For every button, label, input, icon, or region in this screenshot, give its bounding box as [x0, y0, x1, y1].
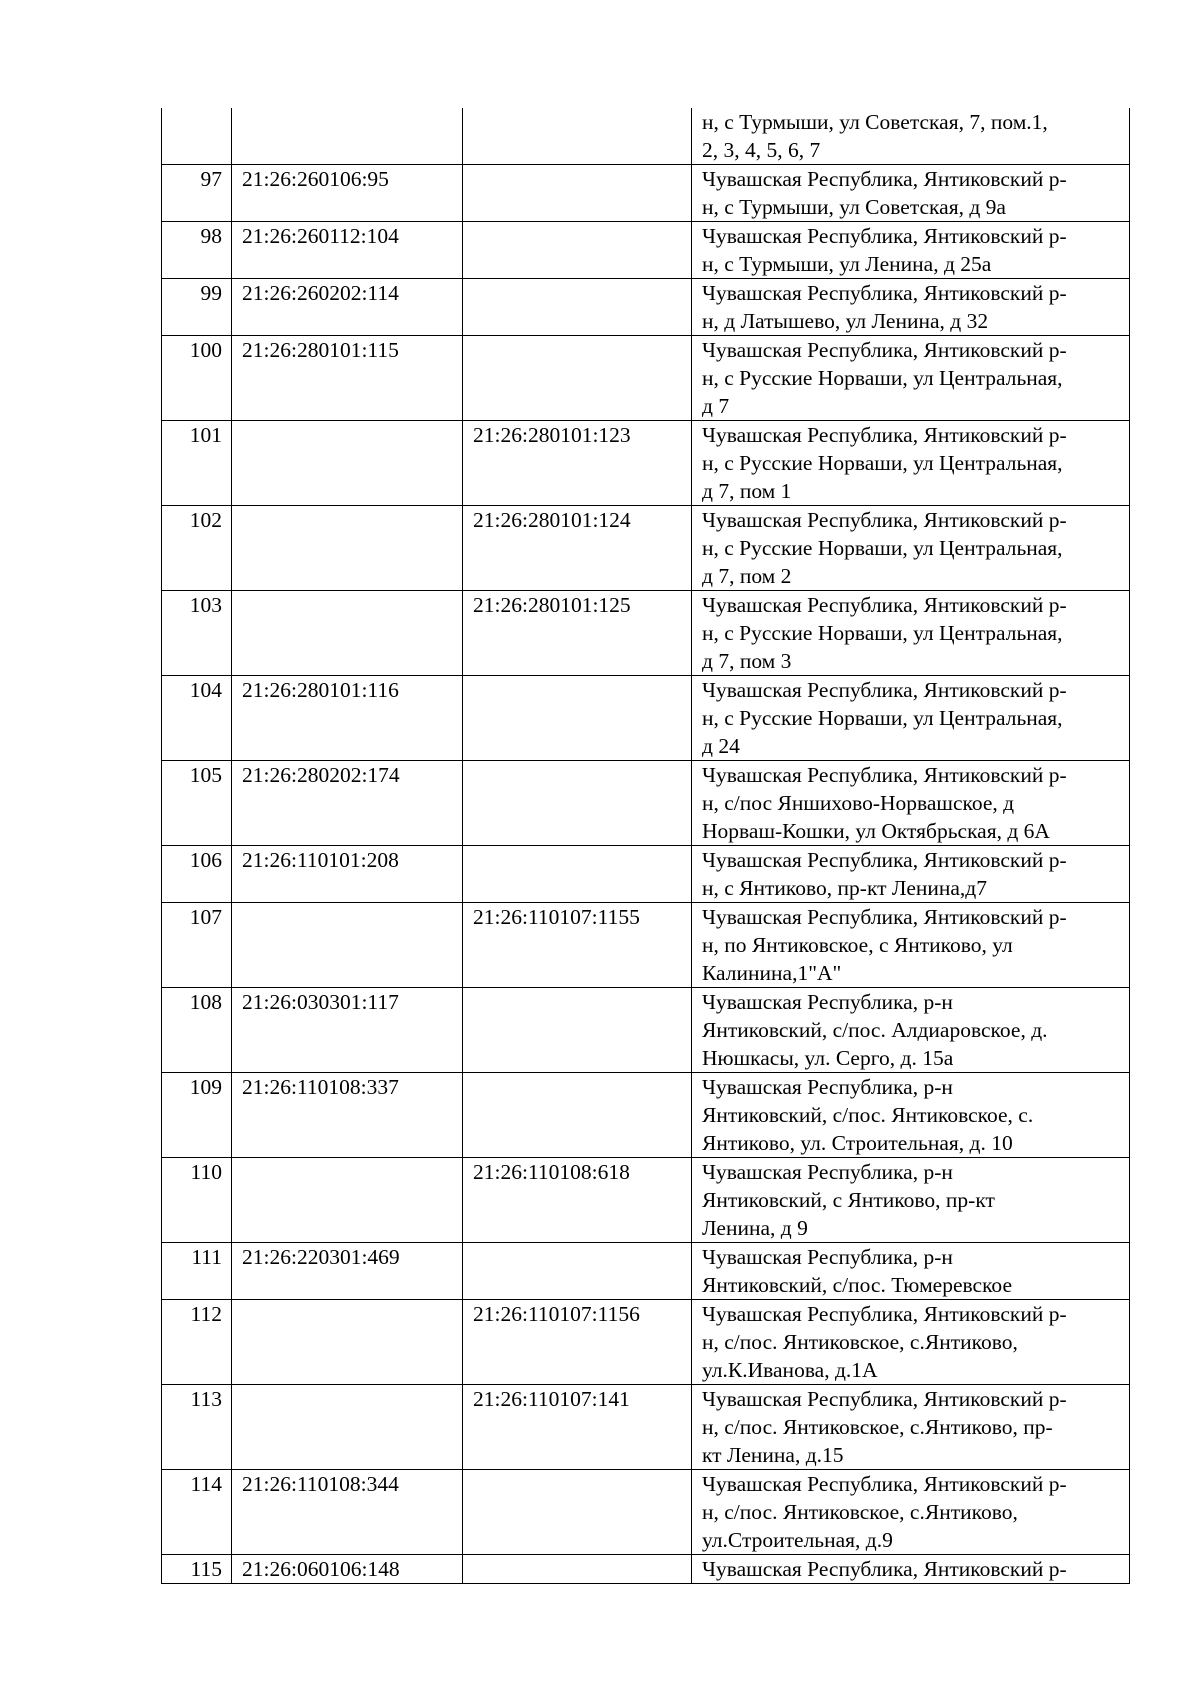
- premises-cadastral-number-cell: [463, 1470, 692, 1555]
- land-cadastral-number-cell: [232, 1158, 463, 1243]
- address-line: н, с Турмыши, ул Советская, д 9а: [702, 195, 1006, 219]
- table-row: [162, 1470, 1130, 1555]
- address-line: кт Ленина, д.15: [702, 1443, 844, 1467]
- premises-cadastral-number-cell: [463, 988, 692, 1073]
- row-number-cell: 98: [162, 222, 232, 279]
- row-number-cell: 104: [162, 676, 232, 761]
- address-cell: [692, 1073, 1130, 1158]
- address-line: Чувашская Республика, Янтиковский р-: [702, 508, 1067, 532]
- address-line: н, с Турмыши, ул Советская, 7, пом.1,: [702, 110, 1048, 134]
- address-line: Чувашская Республика, р-н: [702, 990, 953, 1014]
- address-line: д 7: [702, 394, 730, 418]
- row-number-cell: 103: [162, 591, 232, 676]
- premises-cadastral-number-cell: 21:26:280101:123: [463, 421, 692, 506]
- premises-cadastral-number-cell: [463, 336, 692, 421]
- address-line: Чувашская Республика, Янтиковский р-: [702, 1387, 1067, 1411]
- land-cadastral-number-cell: [232, 1385, 463, 1470]
- address-line: н, с Янтиково, пр-кт Ленина,д7: [702, 876, 987, 900]
- table-row: [162, 336, 1130, 421]
- land-cadastral-number-cell: 21:26:220301:469: [232, 1243, 463, 1300]
- table-row: [162, 1158, 1130, 1243]
- address-line: Янтиковский, с Янтиково, пр-кт: [702, 1188, 995, 1212]
- address-cell: [692, 1158, 1130, 1243]
- address-line: Янтиково, ул. Строительная, д. 10: [702, 1131, 1013, 1155]
- address-line: Чувашская Республика, Янтиковский р-: [702, 905, 1067, 929]
- table-row: [162, 1243, 1130, 1300]
- table-row: [162, 421, 1130, 506]
- address-line: Чувашская Республика, Янтиковский р-: [702, 1472, 1067, 1496]
- address-line: Чувашская Республика, Янтиковский р-: [702, 1557, 1067, 1581]
- premises-cadastral-number-cell: 21:26:110107:1156: [463, 1300, 692, 1385]
- row-number-cell: 115: [162, 1555, 232, 1584]
- premises-cadastral-number-cell: 21:26:280101:124: [463, 506, 692, 591]
- address-cell: [692, 1470, 1130, 1555]
- land-cadastral-number-cell: 21:26:060106:148: [232, 1555, 463, 1584]
- row-number-cell: 111: [162, 1243, 232, 1300]
- address-line: Чувашская Республика, Янтиковский р-: [702, 423, 1067, 447]
- row-number-cell: 105: [162, 761, 232, 846]
- premises-cadastral-number-cell: 21:26:110107:1155: [463, 903, 692, 988]
- premises-cadastral-number-cell: [463, 846, 692, 903]
- address-cell: [692, 222, 1130, 279]
- address-line: Ленина, д 9: [702, 1216, 808, 1240]
- table-row: [162, 1555, 1130, 1584]
- table-row: [162, 846, 1130, 903]
- address-line: н, с Русские Норваши, ул Центральная,: [702, 621, 1063, 645]
- property-table: [161, 108, 1130, 1584]
- address-cell: [692, 279, 1130, 336]
- address-line: Чувашская Республика, Янтиковский р-: [702, 167, 1067, 191]
- address-line: Чувашская Республика, Янтиковский р-: [702, 224, 1067, 248]
- address-line: н, с/пос. Янтиковское, с.Янтиково,: [702, 1500, 1018, 1524]
- address-line: Норваш-Кошки, ул Октябрьская, д 6А: [702, 819, 1050, 843]
- premises-cadastral-number-cell: [463, 676, 692, 761]
- table-row: [162, 222, 1130, 279]
- land-cadastral-number-cell: 21:26:260106:95: [232, 165, 463, 222]
- row-number-cell: 109: [162, 1073, 232, 1158]
- address-cell: [692, 591, 1130, 676]
- address-line: д 24: [702, 734, 740, 758]
- address-cell: [692, 165, 1130, 222]
- table-body: [162, 108, 1130, 1584]
- table-row: [162, 988, 1130, 1073]
- land-cadastral-number-cell: 21:26:280202:174: [232, 761, 463, 846]
- address-line: Чувашская Республика, Янтиковский р-: [702, 678, 1067, 702]
- premises-cadastral-number-cell: [463, 761, 692, 846]
- address-line: Чувашская Республика, р-н: [702, 1160, 953, 1184]
- row-number-cell: 110: [162, 1158, 232, 1243]
- address-cell: [692, 1300, 1130, 1385]
- row-number-cell: 107: [162, 903, 232, 988]
- address-line: Янтиковский, с/пос. Тюмеревское: [702, 1273, 1012, 1297]
- address-line: д 7, пом 3: [702, 649, 792, 673]
- address-line: 2, 3, 4, 5, 6, 7: [702, 138, 821, 162]
- address-cell: [692, 1385, 1130, 1470]
- address-line: Чувашская Республика, Янтиковский р-: [702, 763, 1067, 787]
- table-row: [162, 1300, 1130, 1385]
- land-cadastral-number-cell: 21:26:280101:115: [232, 336, 463, 421]
- address-line: н, с/пос. Янтиковское, с.Янтиково,: [702, 1330, 1018, 1354]
- land-cadastral-number-cell: [232, 1300, 463, 1385]
- land-cadastral-number-cell: 21:26:030301:117: [232, 988, 463, 1073]
- premises-cadastral-number-cell: [463, 165, 692, 222]
- address-line: н, с Русские Норваши, ул Центральная,: [702, 706, 1063, 730]
- address-line: ул.К.Иванова, д.1А: [702, 1358, 878, 1382]
- address-line: Чувашская Республика, Янтиковский р-: [702, 281, 1067, 305]
- document-page: [161, 108, 1129, 1584]
- address-cell: [692, 1243, 1130, 1300]
- row-number-cell: 113: [162, 1385, 232, 1470]
- row-number-cell: 108: [162, 988, 232, 1073]
- address-line: Чувашская Республика, Янтиковский р-: [702, 848, 1067, 872]
- row-number-cell: 112: [162, 1300, 232, 1385]
- land-cadastral-number-cell: 21:26:110108:337: [232, 1073, 463, 1158]
- land-cadastral-number-cell: 21:26:110108:344: [232, 1470, 463, 1555]
- address-cell: [692, 506, 1130, 591]
- address-line: Янтиковский, с/пос. Алдиаровское, д.: [702, 1018, 1048, 1042]
- table-row: [162, 165, 1130, 222]
- land-cadastral-number-cell: 21:26:260112:104: [232, 222, 463, 279]
- address-line: Чувашская Республика, Янтиковский р-: [702, 593, 1067, 617]
- premises-cadastral-number-cell: 21:26:280101:125: [463, 591, 692, 676]
- address-line: Нюшкасы, ул. Серго, д. 15а: [702, 1046, 954, 1070]
- address-line: Чувашская Республика, Янтиковский р-: [702, 1302, 1067, 1326]
- row-number-cell: [162, 108, 232, 165]
- premises-cadastral-number-cell: [463, 1555, 692, 1584]
- premises-cadastral-number-cell: [463, 279, 692, 336]
- land-cadastral-number-cell: 21:26:260202:114: [232, 279, 463, 336]
- address-line: н, с Русские Норваши, ул Центральная,: [702, 366, 1063, 390]
- address-line: н, с Русские Норваши, ул Центральная,: [702, 451, 1063, 475]
- row-number-cell: 101: [162, 421, 232, 506]
- address-line: н, с/пос Яншихово-Норвашское, д: [702, 791, 1015, 815]
- table-row: [162, 903, 1130, 988]
- row-number-cell: 114: [162, 1470, 232, 1555]
- address-line: д 7, пом 2: [702, 564, 792, 588]
- premises-cadastral-number-cell: [463, 1243, 692, 1300]
- address-cell: [692, 988, 1130, 1073]
- row-number-cell: 97: [162, 165, 232, 222]
- row-number-cell: 102: [162, 506, 232, 591]
- address-line: Янтиковский, с/пос. Янтиковское, с.: [702, 1103, 1034, 1127]
- address-line: Чувашская Республика, р-н: [702, 1075, 953, 1099]
- address-line: н, с Русские Норваши, ул Центральная,: [702, 536, 1063, 560]
- row-number-cell: 99: [162, 279, 232, 336]
- land-cadastral-number-cell: 21:26:280101:116: [232, 676, 463, 761]
- address-cell: [692, 676, 1130, 761]
- table-row: [162, 506, 1130, 591]
- table-row: [162, 108, 1130, 165]
- land-cadastral-number-cell: [232, 108, 463, 165]
- table-row: [162, 279, 1130, 336]
- land-cadastral-number-cell: [232, 421, 463, 506]
- address-cell: [692, 903, 1130, 988]
- table-row: [162, 1073, 1130, 1158]
- address-line: н, д Латышево, ул Ленина, д 32: [702, 309, 989, 333]
- land-cadastral-number-cell: 21:26:110101:208: [232, 846, 463, 903]
- land-cadastral-number-cell: [232, 506, 463, 591]
- premises-cadastral-number-cell: [463, 1073, 692, 1158]
- address-cell: [692, 421, 1130, 506]
- address-line: н, с/пос. Янтиковское, с.Янтиково, пр-: [702, 1415, 1053, 1439]
- row-number-cell: 100: [162, 336, 232, 421]
- address-cell: [692, 108, 1130, 165]
- table-row: [162, 676, 1130, 761]
- premises-cadastral-number-cell: 21:26:110108:618: [463, 1158, 692, 1243]
- address-line: ул.Строительная, д.9: [702, 1528, 893, 1552]
- address-line: Чувашская Республика, Янтиковский р-: [702, 338, 1067, 362]
- address-line: д 7, пом 1: [702, 479, 792, 503]
- address-cell: [692, 336, 1130, 421]
- table-row: [162, 761, 1130, 846]
- table-row: [162, 591, 1130, 676]
- table-row: [162, 1385, 1130, 1470]
- premises-cadastral-number-cell: 21:26:110107:141: [463, 1385, 692, 1470]
- address-line: Чувашская Республика, р-н: [702, 1245, 953, 1269]
- address-line: н, по Янтиковское, с Янтиково, ул: [702, 933, 1013, 957]
- address-line: н, с Турмыши, ул Ленина, д 25а: [702, 252, 992, 276]
- row-number-cell: 106: [162, 846, 232, 903]
- address-cell: [692, 1555, 1130, 1584]
- premises-cadastral-number-cell: [463, 108, 692, 165]
- land-cadastral-number-cell: [232, 903, 463, 988]
- premises-cadastral-number-cell: [463, 222, 692, 279]
- address-line: Калинина,1"А": [702, 961, 842, 985]
- address-cell: [692, 846, 1130, 903]
- land-cadastral-number-cell: [232, 591, 463, 676]
- address-cell: [692, 761, 1130, 846]
